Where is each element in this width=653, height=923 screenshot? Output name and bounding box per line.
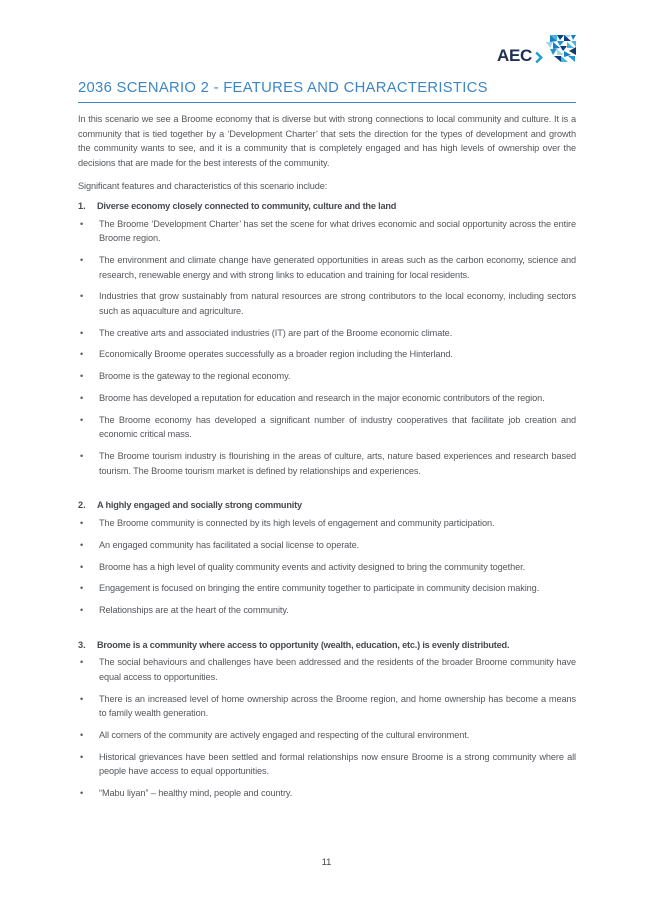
intro-paragraph: In this scenario we see a Broome economy that is diverse but with strong connections to local community and culture. It is a community that is tied together by a ‘Development Charter’ that sets the direction for the types of development and growth the community wants to see, and it is a community that is completely engaged and has high levels of ownership over the decisions that are made for the best interests of the community. (78, 114, 576, 168)
bullet-icon: • (80, 218, 84, 229)
list-item-text: Historical grievances have been settled and formal relationships now ensure Broome is a strong community where all people have access to equal opportunities. (99, 751, 576, 777)
bullet-icon: • (80, 517, 84, 528)
bullet-icon: • (80, 693, 84, 704)
list-item-text: All corners of the community are actively engaged and respecting of the cultural environment. (99, 730, 470, 741)
bullet-icon: • (80, 327, 84, 338)
page-header (78, 36, 576, 66)
list-item-text: The environment and climate change have generated opportunities in areas such as the carbon economy, science and research, renewable energy and with strong links to education and training for local residents. (99, 254, 576, 280)
list-item-text: The Broome ‘Development Charter’ has set the scene for what drives economic and social opportunity across the entire Broome region. (99, 218, 576, 244)
list-item-text: Industries that grow sustainably from natural resources are strong contributors to the local economy, including sectors such as aquaculture and agriculture. (99, 291, 576, 316)
aec-logo-text: AEC (497, 46, 532, 66)
list-item (78, 369, 576, 384)
list-item-text: The social behaviours and challenges have been addressed and the residents of the broader Broome community have equal access to opportunities. (99, 657, 576, 682)
list-item (78, 217, 576, 246)
page-footer (0, 856, 653, 867)
list-item (78, 391, 576, 406)
list-item-text: There is an increased level of home ownership across the Broome region, and home ownership has become a means to family wealth generation. (99, 693, 576, 719)
list-item-text: The creative arts and associated industries (IT) are part of the Broome economic climate. (99, 327, 453, 338)
bullet-icon: • (80, 605, 84, 616)
section-heading-text: A highly engaged and socially strong community (97, 500, 302, 511)
bullet-icon: • (80, 291, 84, 302)
list-item-text: Relationships are at the heart of the community. (99, 605, 289, 616)
bullet-icon: • (80, 393, 84, 404)
bullet-icon: • (80, 788, 84, 799)
list-item (78, 786, 576, 801)
list-item-text: Broome has a high level of quality community events and activity designed to bring the community together. (99, 561, 526, 572)
list-item (78, 326, 576, 341)
bullet-icon: • (80, 349, 84, 360)
bullet-icon: • (80, 451, 84, 462)
page-number: 11 (321, 856, 332, 867)
list-item (78, 560, 576, 575)
list-item (78, 750, 576, 779)
list-item-text: Broome is the gateway to the regional economy. (99, 371, 291, 382)
list-item (78, 692, 576, 721)
list-item (78, 603, 576, 618)
list-item (78, 347, 576, 362)
bullet-icon: • (80, 657, 84, 668)
bullet-icon: • (80, 371, 84, 382)
aec-logo (497, 36, 576, 66)
section-heading-text: Diverse economy closely connected to community, culture and the land (97, 200, 397, 211)
section-heading-text: Broome is a community where access to opportunity (wealth, education, etc.) is evenly distributed. (97, 639, 510, 650)
list-item (78, 449, 576, 478)
list-item (78, 581, 576, 596)
page-title: 2036 SCENARIO 2 - FEATURES AND CHARACTERISTICS (78, 80, 576, 103)
list-item (78, 728, 576, 743)
list-item-text: Economically Broome operates successfully as a broader region including the Hinterland. (99, 349, 453, 360)
intro-lead-line: Significant features and characteristics of this scenario include: (78, 181, 328, 192)
list-item-text: The Broome community is connected by its high levels of engagement and community participation. (99, 517, 495, 528)
list-item-text: Engagement is focused on bringing the entire community together to participate in community decision making. (99, 583, 540, 594)
list-item (78, 413, 576, 442)
triangle-mosaic-icon (546, 35, 576, 63)
bullet-icon: • (80, 254, 84, 265)
section-number: 1. (78, 200, 86, 211)
section-1-heading (78, 199, 576, 214)
bullet-icon: • (80, 751, 84, 762)
bullet-icon: • (80, 561, 84, 572)
list-item-text: The Broome tourism industry is flourishing in the areas of culture, arts, nature based experiences and research based tourism. The Broome tourism market is defined by relationships and experiences. (99, 451, 576, 476)
section-number: 2. (78, 500, 86, 511)
bullet-icon: • (80, 583, 84, 594)
list-item (78, 538, 576, 553)
bullet-icon: • (80, 730, 84, 741)
section-3-heading (78, 638, 576, 653)
list-item (78, 253, 576, 282)
bullet-icon: • (80, 414, 84, 425)
chevron-right-icon (535, 36, 543, 63)
list-item-text: The Broome economy has developed a significant number of industry cooperatives that facilitate job creation and economic critical mass. (99, 414, 576, 440)
list-item-text: Broome has developed a reputation for education and research in the major economic contributors of the region. (99, 393, 545, 404)
list-item (78, 655, 576, 684)
list-item-text: “Mabu liyan” – healthy mind, people and country. (99, 788, 293, 799)
list-item (78, 516, 576, 531)
list-item (78, 289, 576, 318)
bullet-icon: • (80, 539, 84, 550)
list-item-text: An engaged community has facilitated a social license to operate. (99, 539, 360, 550)
section-number: 3. (78, 639, 86, 650)
section-2-heading (78, 498, 576, 513)
